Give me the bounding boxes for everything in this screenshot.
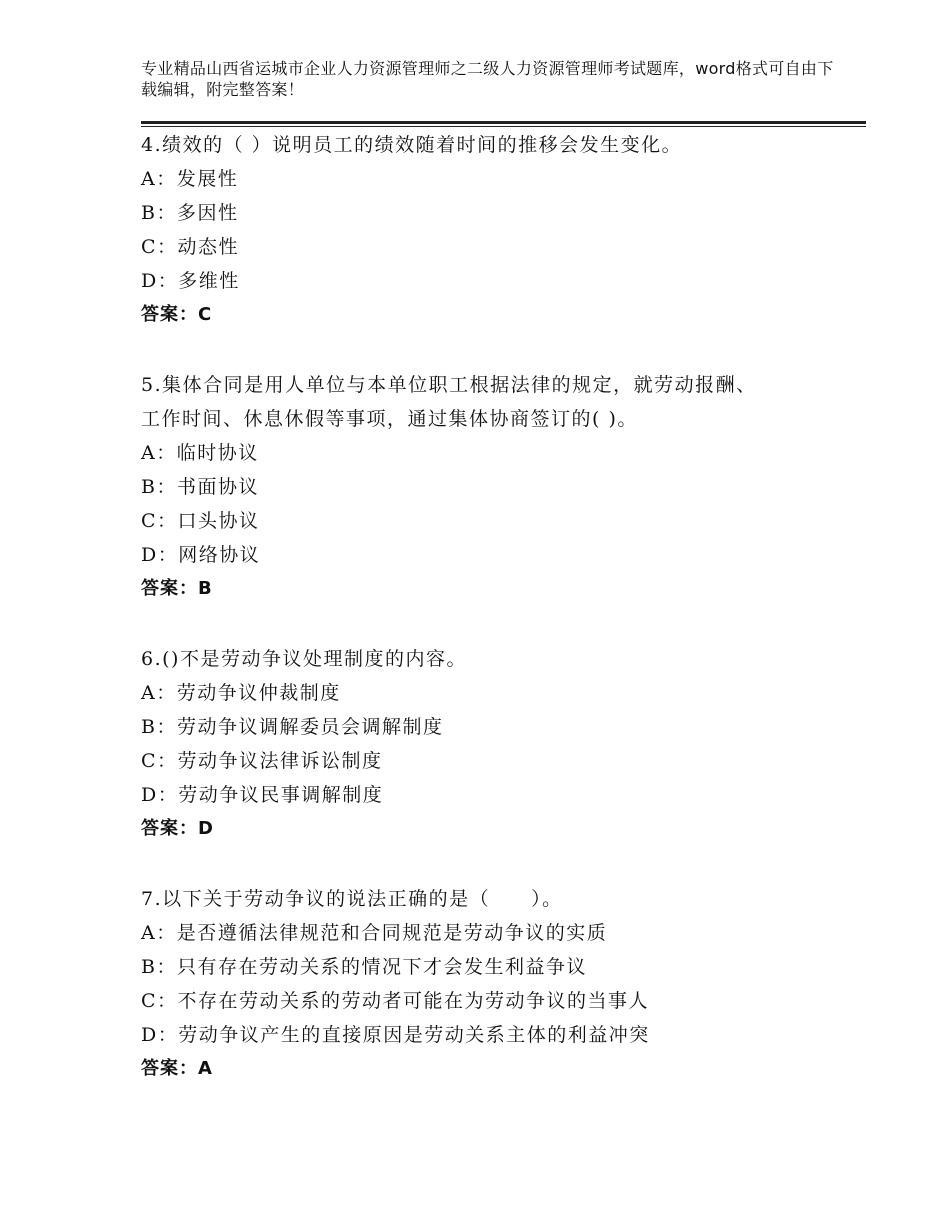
question-7 [141,882,866,1086]
answer-label: 答案：C [141,304,213,325]
option-a: A：劳动争议仲裁制度 [141,682,341,704]
option-b: B：书面协议 [141,476,259,498]
option-c: C：口头协议 [141,510,260,532]
option-a: A：是否遵循法律规范和合同规范是劳动争议的实质 [141,922,608,944]
question-stem: 6.()不是劳动争议处理制度的内容。 [141,648,467,670]
option-d: D：劳动争议产生的直接原因是劳动关系主体的利益冲突 [141,1024,650,1046]
answer-label: 答案：B [141,578,213,599]
option-d: D：多维性 [141,270,240,292]
option-b: B：劳动争议调解委员会调解制度 [141,716,444,738]
question-6 [141,642,866,846]
option-d: D：网络协议 [141,544,261,566]
option-a: A：临时协议 [141,442,259,464]
answer-label: 答案：D [141,818,214,839]
question-list [141,128,866,1122]
header-divider-thin [141,126,866,127]
question-stem: 7.以下关于劳动争议的说法正确的是（ ）。 [141,888,563,910]
option-b: B：只有存在劳动关系的情况下才会发生利益争议 [141,956,587,978]
option-b: B：多因性 [141,202,239,224]
document-header: 专业精品山西省运城市企业人力资源管理师之二级人力资源管理师考试题库，word格式可自由下载编辑，附完整答案！ [141,59,834,99]
question-stem: 5.集体合同是用人单位与本单位职工根据法律的规定，就劳动报酬、 [141,374,757,396]
question-stem: 4.绩效的（ ）说明员工的绩效随着时间的推移会发生变化。 [141,134,683,156]
answer-label: 答案：A [141,1058,213,1079]
option-c: C：不存在劳动关系的劳动者可能在为劳动争议的当事人 [141,990,650,1012]
option-c: C：动态性 [141,236,240,258]
header-divider-thick [141,121,866,124]
question-5 [141,368,866,606]
question-4 [141,128,866,332]
question-stem-continued: 工作时间、休息休假等事项，通过集体协商签订的( )。 [141,408,638,430]
option-a: A：发展性 [141,168,239,190]
option-d: D：劳动争议民事调解制度 [141,784,384,806]
option-c: C：劳动争议法律诉讼制度 [141,750,383,772]
